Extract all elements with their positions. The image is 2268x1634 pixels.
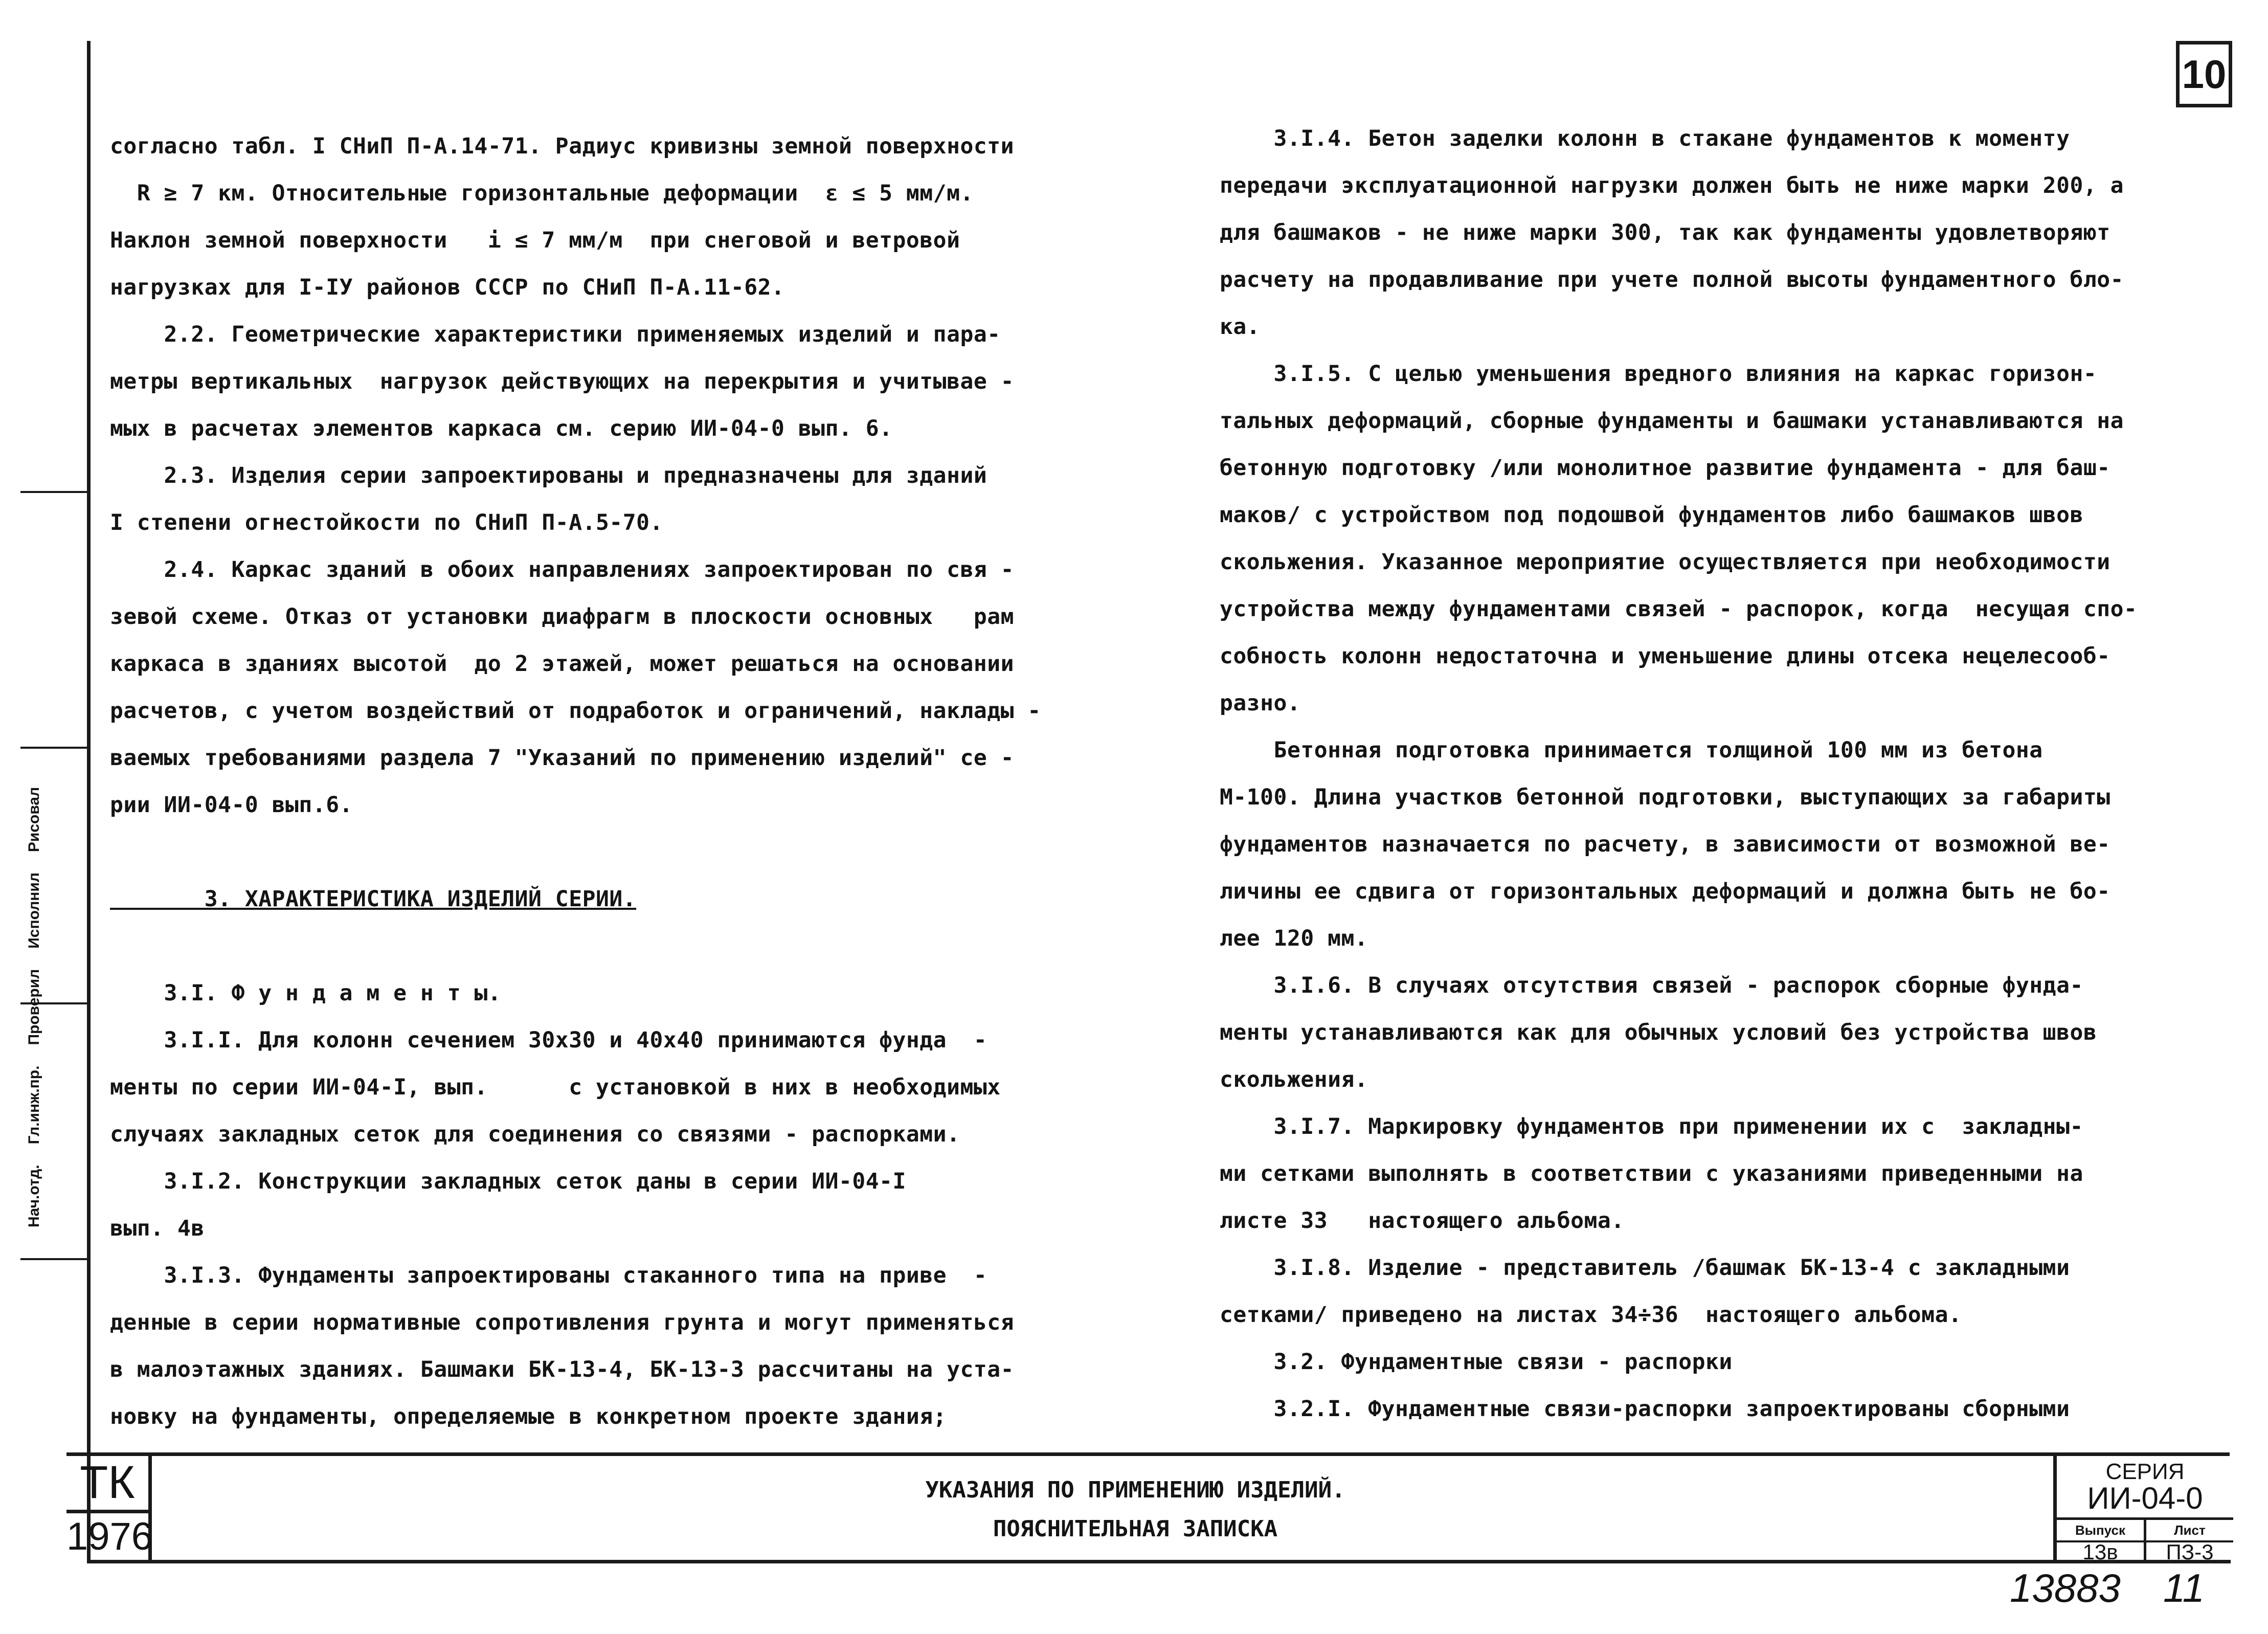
text-line: собность колонн недостаточна и уменьшение длины отсека нецелесооб-	[1220, 643, 2110, 669]
text-line: нагрузках для I-IУ районов СССР по СНиП П-А.11-62.	[110, 275, 785, 300]
text-line: мых в расчетах элементов каркаса см. серию ИИ-04-0 вып. 6.	[110, 416, 893, 441]
text-line: менты устанавливаются как для обычных условий без устройства швов	[1220, 1020, 2097, 1045]
text-line: 3.I.2. Конструкции закладных сеток даны в серии ИИ-04-I	[110, 1169, 906, 1194]
text-line: рии ИИ-04-0 вып.6.	[110, 792, 353, 818]
series-label: СЕРИЯ	[2105, 1459, 2185, 1484]
text-line: ваемых требованиями раздела 7 "Указаний по применению изделий" се -	[110, 745, 1015, 771]
text-line: 3.I.8. Изделие - представитель /башмак БК-13-4 с закладными	[1220, 1255, 2070, 1281]
text-line: 3. ХАРАКТЕРИСТИКА ИЗДЕЛИЙ СЕРИИ.	[110, 886, 637, 912]
text-line: 3.I. Ф у н д а м е н т ы.	[110, 980, 502, 1006]
text-line: I степени огнестойкости по СНиП П-А.5-70.	[110, 510, 663, 535]
text-line: 2.2. Геометрические характеристики применяемых изделий и пара-	[110, 322, 1001, 347]
text-line: 3.2.I. Фундаментные связи-распорки запроектированы сборными	[1220, 1396, 2070, 1422]
text-line: согласно табл. I СНиП П-А.14-71. Радиус кривизны земной поверхности	[110, 133, 1015, 159]
series-value: ИИ-04-0	[2087, 1481, 2203, 1515]
text-line: ка.	[1220, 314, 1261, 340]
text-line: фундаментов назначается по расчету, в зависимости от возможной ве-	[1220, 832, 2110, 857]
text-line: вып. 4в	[110, 1216, 205, 1241]
page-number: 10	[2176, 41, 2232, 107]
text-line: в малоэтажных зданиях. Башмаки БК-13-4, БК-13-3 рассчитаны на уста-	[110, 1357, 1015, 1382]
stamp-label: Рисовал	[26, 787, 42, 853]
sheet-value: ПЗ-3	[2166, 1540, 2214, 1564]
sheet-label: Лист	[2146, 1517, 2233, 1542]
text-line: передачи эксплуатационной нагрузки должен быть не ниже марки 200, а	[1220, 173, 2124, 198]
text-line: расчетов, с учетом воздействий от подработок и ограничений, наклады -	[110, 698, 1041, 724]
stamp-label: Исполнил	[26, 872, 42, 949]
stamp-label: Гл.инж.пр.	[26, 1065, 42, 1145]
text-line: листе 33 настоящего альбома.	[1220, 1208, 1625, 1234]
text-line: 2.3. Изделия серии запроектированы и предназначены для зданий	[110, 463, 987, 488]
stamp-divider	[20, 491, 87, 493]
series-cell	[2053, 1456, 2233, 1563]
text-line: Наклон земной поверхности i ≤ 7 мм/м при снеговой и ветровой	[110, 228, 960, 253]
text-line: расчету на продавливание при учете полной высоты фундаментного бло-	[1220, 267, 2124, 293]
left-text-column	[110, 123, 1112, 1440]
text-line: М-100. Длина участков бетонной подготовки, выступающих за габариты	[1220, 785, 2110, 810]
text-line: для башмаков - не ниже марки 300, так как фундаменты удовлетворяют	[1220, 220, 2110, 245]
issue-label: Выпуск	[2057, 1517, 2146, 1542]
text-line: разно.	[1220, 690, 1301, 716]
text-line: 3.I.4. Бетон заделки колонн в стакане фундаментов к моменту	[1220, 126, 2070, 151]
text-line: бетонную подготовку /или монолитное развитие фундамента - для баш-	[1220, 455, 2110, 481]
document-title	[148, 1456, 2122, 1563]
title-line: УКАЗАНИЯ ПО ПРИМЕНЕНИЮ ИЗДЕЛИЙ.	[925, 1477, 1345, 1503]
text-line: метры вертикальных нагрузок действующих на перекрытия и учитывае -	[110, 369, 1015, 394]
text-line: случаях закладных сеток для соединения со связями - распорками.	[110, 1122, 960, 1147]
text-line: 3.I.5. С целью уменьшения вредного влияния на каркас горизон-	[1220, 361, 2097, 387]
text-line: скольжения.	[1220, 1067, 1368, 1092]
stamp-label: Проверил	[26, 969, 42, 1045]
issue-value: 13в	[2057, 1540, 2146, 1563]
text-line: сетками/ приведено на листах 34÷36 настоящего альбома.	[1220, 1302, 1962, 1328]
text-line: 3.I.3. Фундаменты запроектированы стаканного типа на приве -	[110, 1263, 987, 1288]
text-line: ми сетками выполнять в соответствии с указаниями приведенными на	[1220, 1161, 2083, 1187]
text-line: Бетонная подготовка принимается толщиной 100 мм из бетона	[1220, 737, 2043, 763]
text-line: 3.I.6. В случаях отсутствия связей - распорок сборные фунда-	[1220, 973, 2083, 998]
text-line: устройства между фундаментами связей - распорок, когда несущая спо-	[1220, 596, 2138, 622]
text-line: 3.I.7. Маркировку фундаментов при применении их с закладны-	[1220, 1114, 2083, 1139]
text-line: 3.2. Фундаментные связи - распорки	[1220, 1349, 1733, 1375]
text-line: тальных деформаций, сборные фундаменты и башмаки устанавливаются на	[1220, 408, 2124, 434]
archive-sheet-number: 11	[2163, 1565, 2205, 1610]
text-line: менты по серии ИИ-04-I, вып. с установкой в них в необходимых	[110, 1075, 1001, 1100]
year: 1976	[66, 1515, 153, 1558]
text-line: лее 120 мм.	[1220, 926, 1368, 951]
text-line: 2.4. Каркас зданий в обоих направлениях запроектирован по свя -	[110, 557, 1015, 583]
text-line	[110, 829, 1112, 876]
org-cell	[66, 1456, 152, 1563]
side-stamp-labels	[26, 787, 43, 1227]
text-line: скольжения. Указанное мероприятие осуществляется при необходимости	[1220, 549, 2110, 575]
text-line: денные в серии нормативные сопротивления грунта и могут применяться	[110, 1310, 1015, 1335]
stamp-label: Нач.отд.	[26, 1165, 42, 1227]
stamp-divider	[20, 1258, 87, 1260]
archive-number: 13883	[2010, 1565, 2121, 1610]
text-line: новку на фундаменты, определяемые в конкретном проекте здания;	[110, 1404, 947, 1429]
text-line: маков/ с устройством под подошвой фундаментов либо башмаков швов	[1220, 502, 2083, 528]
title-line: ПОЯСНИТЕЛЬНАЯ ЗАПИСКА	[993, 1516, 1278, 1542]
text-line	[110, 923, 1112, 970]
text-line: личины ее сдвига от горизонтальных деформаций и должна быть не бо-	[1220, 879, 2110, 904]
org-code: ТК	[66, 1456, 148, 1513]
right-text-column	[1220, 115, 2212, 1432]
text-line: R ≥ 7 км. Относительные горизонтальные деформации ε ≤ 5 мм/м.	[110, 181, 974, 206]
text-line: 3.I.I. Для колонн сечением 30х30 и 40х40 принимаются фунда -	[110, 1027, 987, 1053]
text-line: зевой схеме. Отказ от установки диафрагм в плоскости основных рам	[110, 604, 1015, 630]
stamp-divider	[20, 747, 87, 749]
text-line: каркаса в зданиях высотой до 2 этажей, может решаться на основании	[110, 651, 1015, 677]
title-block	[66, 1452, 2230, 1563]
